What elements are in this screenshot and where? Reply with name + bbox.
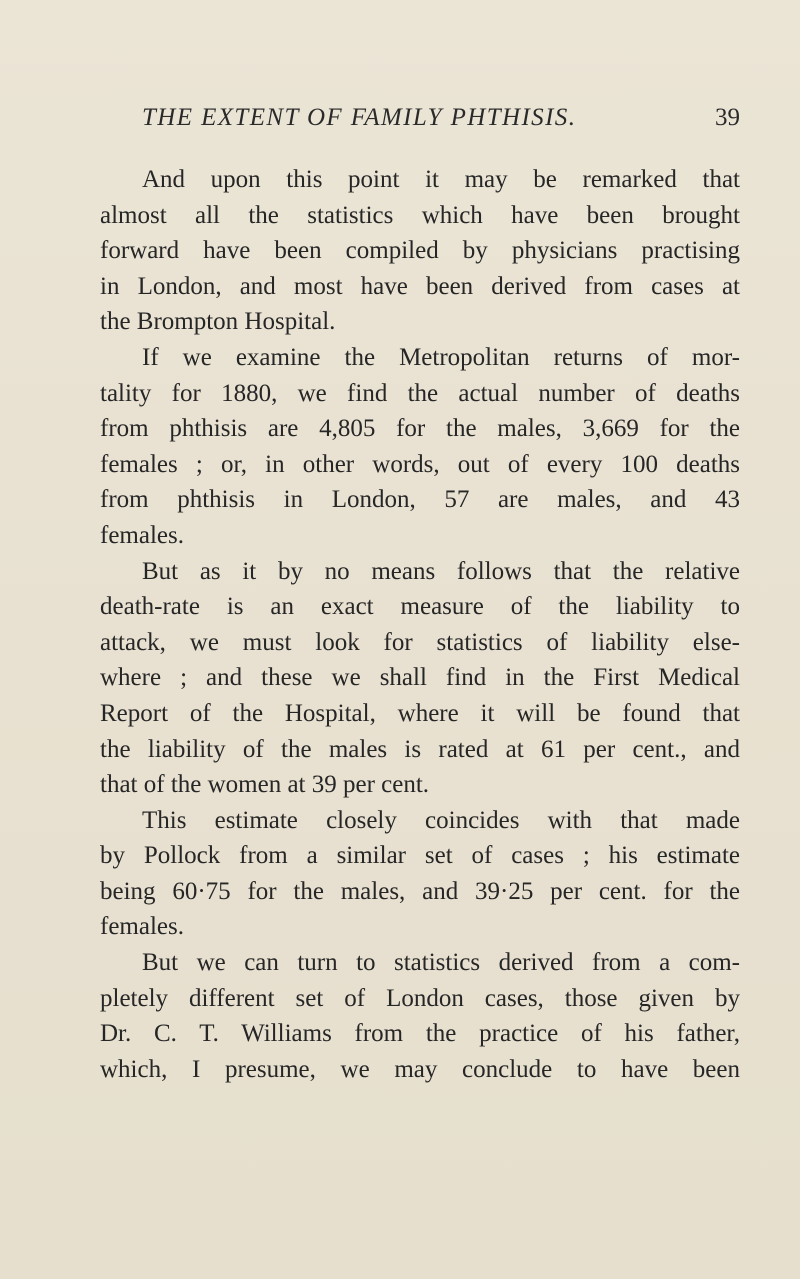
text-line: from phthisis are 4,805 for the males, 3,669 for the xyxy=(100,415,740,443)
text-line: in London, and most have been derived from cases at xyxy=(100,272,740,300)
text-line: This estimate closely coincides with that made xyxy=(142,806,740,834)
text-line: where ; and these we shall find in the First Medical xyxy=(100,664,740,692)
text-line: death-rate is an exact measure of the liability to xyxy=(100,593,740,621)
text-line: forward have been compiled by physicians practising xyxy=(100,237,740,265)
page-number: 39 xyxy=(715,104,740,131)
running-title: THE EXTENT OF FAMILY PHTHISIS. xyxy=(142,104,577,131)
text-line: But we can turn to statistics derived from a com- xyxy=(142,949,740,977)
text-line: almost all the statistics which have been brought xyxy=(100,201,740,229)
text-line: But as it by no means follows that the relative xyxy=(142,557,740,585)
text-line: females. xyxy=(100,521,184,549)
text-line: the liability of the males is rated at 61 per cent., and xyxy=(100,735,740,763)
text-line: which, I presume, we may conclude to have been xyxy=(100,1055,740,1083)
text-line: being 60·75 for the males, and 39·25 per cent. for the xyxy=(100,877,740,905)
text-line: females. xyxy=(100,913,184,941)
text-line: And upon this point it may be remarked that xyxy=(142,166,740,193)
running-head xyxy=(100,104,740,144)
text-line: Report of the Hospital, where it will be found that xyxy=(100,699,740,727)
text-line: If we examine the Metropolitan returns of mor- xyxy=(142,343,740,371)
text-line: the Brompton Hospital. xyxy=(100,308,336,336)
text-line: tality for 1880, we find the actual number of deaths xyxy=(100,379,740,407)
text-line: by Pollock from a similar set of cases ; his estimate xyxy=(100,842,740,870)
body-text xyxy=(100,162,740,1087)
text-line: females ; or, in other words, out of every 100 deaths xyxy=(100,450,740,478)
text-line: Dr. C. T. Williams from the practice of his father, xyxy=(100,1020,740,1048)
text-line: that of the women at 39 per cent. xyxy=(100,771,430,799)
text-line: from phthisis in London, 57 are males, and 43 xyxy=(100,486,740,514)
text-line: attack, we must look for statistics of liability else- xyxy=(100,628,740,656)
text-line: pletely different set of London cases, those given by xyxy=(100,984,740,1012)
